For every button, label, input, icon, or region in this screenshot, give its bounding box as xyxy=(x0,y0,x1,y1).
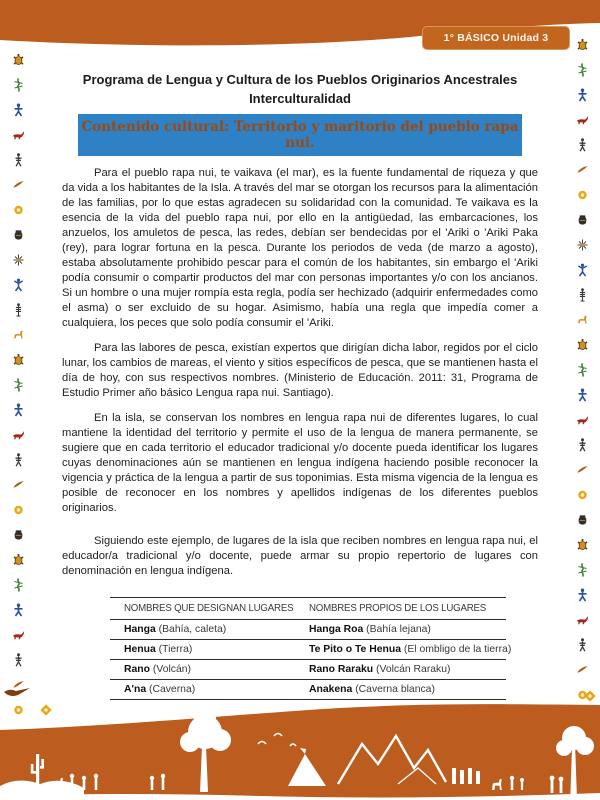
grade-unit-badge: 1° BÁSICO Unidad 3 xyxy=(422,26,570,50)
right-decor-strip xyxy=(573,38,591,702)
person-icon xyxy=(576,438,589,452)
table-cell xyxy=(110,660,295,679)
column-header-proper-names: NOMBRES PROPIOS DE LOS LUGARES xyxy=(309,603,487,614)
place-translation: (Tierra) xyxy=(155,644,193,655)
left-decor-strip xyxy=(9,53,27,717)
page-footer xyxy=(0,688,600,800)
star-icon xyxy=(12,253,25,267)
pot-icon xyxy=(576,213,589,227)
footer-landscape xyxy=(0,688,600,800)
turtle-icon xyxy=(12,553,25,567)
person-icon xyxy=(576,138,589,152)
figure-icon xyxy=(576,588,589,602)
table-cell xyxy=(295,640,511,659)
person-icon xyxy=(12,453,25,467)
place-term: Rano xyxy=(124,664,150,675)
place-term: A'na xyxy=(124,684,147,695)
turtle-icon xyxy=(12,53,25,67)
pot-icon xyxy=(12,228,25,242)
figure-icon xyxy=(576,388,589,402)
bird-icon xyxy=(576,163,589,177)
figure-icon xyxy=(12,103,25,117)
bird-icon xyxy=(12,478,25,492)
table-row xyxy=(110,659,506,679)
turtle-icon xyxy=(576,38,589,52)
place-term: Hanga xyxy=(124,624,156,635)
sun-icon xyxy=(576,488,589,502)
place-term: Hanga Roa xyxy=(309,624,364,635)
paragraph-3: En la isla, se conservan los nombres en lengua rapa nui de diferentes lugares, lo cual mantiene la identidad del territorio y permite el uso de la lengua de manera permanente, se sugiere que en cada territorio el educador tradicional y/o docente pueda identificar los lugares cuyas denominaciones aún se mantienen en lengua indígena haciendo posible reconocer la vigencia y práctica de la lengua a partir de sus toponimias. Esta misma vigencia de la lengua es posible de reconocer en los nombres y apellidos indígenas de los diferentes pueblos originarios. xyxy=(62,412,538,514)
person-icon xyxy=(576,638,589,652)
place-term: Anakena xyxy=(309,684,353,695)
table-row xyxy=(110,619,506,639)
star-icon xyxy=(576,238,589,252)
place-translation: (Bahía, caleta) xyxy=(155,624,227,635)
llama-icon xyxy=(576,313,589,327)
fox-icon xyxy=(12,628,25,642)
table-row xyxy=(110,639,512,659)
person-icon xyxy=(12,653,25,667)
dancer-icon xyxy=(576,263,589,277)
lizard-icon xyxy=(12,378,25,392)
fox-icon xyxy=(12,128,25,142)
fox-icon xyxy=(576,413,589,427)
cultural-content-banner: Contenido cultural: Territorio y maritorio del pueblo rapa nui. xyxy=(78,114,522,156)
fox-icon xyxy=(12,428,25,442)
places-table xyxy=(110,597,512,700)
page-title-line1: Programa de Lengua y Cultura de los Pueblos Originarios Ancestrales xyxy=(82,72,518,87)
place-translation: (Bahía lejana) xyxy=(363,624,431,635)
place-term: Te Pito o Te Henua xyxy=(309,644,401,655)
lizard-icon xyxy=(12,78,25,92)
pot-icon xyxy=(576,513,589,527)
turtle-icon xyxy=(12,353,25,367)
place-term: Henua xyxy=(124,644,156,655)
place-translation: (Volcán) xyxy=(149,664,191,675)
figure-icon xyxy=(12,603,25,617)
turtle-icon xyxy=(576,538,589,552)
table-body xyxy=(110,619,512,699)
sun-icon xyxy=(12,203,25,217)
place-term: Rano Raraku xyxy=(309,664,374,675)
bird-icon xyxy=(576,663,589,677)
page-title-line2: Interculturalidad xyxy=(249,91,351,106)
figure-icon xyxy=(576,88,589,102)
turtle-icon xyxy=(576,338,589,352)
sun-icon xyxy=(12,503,25,517)
diamond-icon xyxy=(40,704,51,715)
lizard-icon xyxy=(576,363,589,377)
place-translation: (Caverna blanca) xyxy=(352,684,435,695)
paragraph-1: Para el pueblo rapa nui, te vaikava (el mar), es la fuente fundamental de riqueza y que da vida a los habitantes de la Isla. A través del mar se otorgan los recursos para la alimentación de las familias, por lo que estas agradecen su solidaridad con la comunidad. Te vaikava es la esencia de la vida del pueblo rapa nui, por ello en la antigüedad, las embarcaciones, los anzuelos, los amuletos de pesca, las redes, debían ser bendecidas por el 'Ariki o 'Ariki Paka (rey), para lograr fortuna en la pesca. Durante los periodos de veda (de marzo a agosto), estaba absolutamente prohibido pescar para el común de los habitantes, sin embargo el 'Ariki podía consumir o compartir productos del mar con personas importantes y/o con los ancianos. Si un hombre o una mujer rompía esta regla, podía ser hechizado (adquirir enfermedades como el asma) o ser excluido de su hogar. Asimismo, había una regla que impedía comer a cualquiera, los peces que solo podía consumir el 'Ariki. xyxy=(62,167,538,329)
fox-icon xyxy=(576,613,589,627)
table-cell xyxy=(295,660,506,679)
lizard-icon xyxy=(576,563,589,577)
paragraph-4: Siguiendo este ejemplo, de lugares de la isla que reciben nombres en lengua rapa nui, el educador/a tradicional y/o docente, puede armar su propio repertorio de lugares con denominación en lengua indígena. xyxy=(62,535,538,577)
fox-icon xyxy=(576,113,589,127)
sun-icon xyxy=(576,188,589,202)
skeleton-icon xyxy=(576,288,589,302)
bird-icon xyxy=(12,178,25,192)
column-header-generic-names: NOMBRES QUE DESIGNAN LUGARES xyxy=(124,603,294,614)
content-area xyxy=(62,70,538,700)
pot-icon xyxy=(12,528,25,542)
table-cell xyxy=(295,620,506,639)
diamond-icon xyxy=(584,690,595,701)
bird-icon xyxy=(576,463,589,477)
table-cell xyxy=(110,640,295,659)
dancer-icon xyxy=(12,278,25,292)
place-translation: (Caverna) xyxy=(146,684,196,695)
skeleton-icon xyxy=(12,303,25,317)
figure-icon xyxy=(12,403,25,417)
place-translation: (Volcán Raraku) xyxy=(373,664,451,675)
page-title xyxy=(62,70,538,108)
table-header-row xyxy=(110,597,506,619)
condor-icon xyxy=(4,688,30,696)
lizard-icon xyxy=(576,63,589,77)
lizard-icon xyxy=(12,578,25,592)
llama-icon xyxy=(12,328,25,342)
page-header xyxy=(0,0,600,60)
place-translation: (El ombligo de la tierra) xyxy=(400,644,512,655)
paragraph-2: Para las labores de pesca, existían expertos que dirigían dicha labor, regidos por el ciclo lunar, los cambios de mareas, el viento y sitios específicos de pesca, que se mantienen hasta el día de hoy, con sus respectivos nombres. (Ministerio de Educación. 2011: 31, Programa de Estudio Primer año básico Lengua rapa nui. Santiago). xyxy=(62,342,538,399)
person-icon xyxy=(12,153,25,167)
table-cell xyxy=(110,620,295,639)
